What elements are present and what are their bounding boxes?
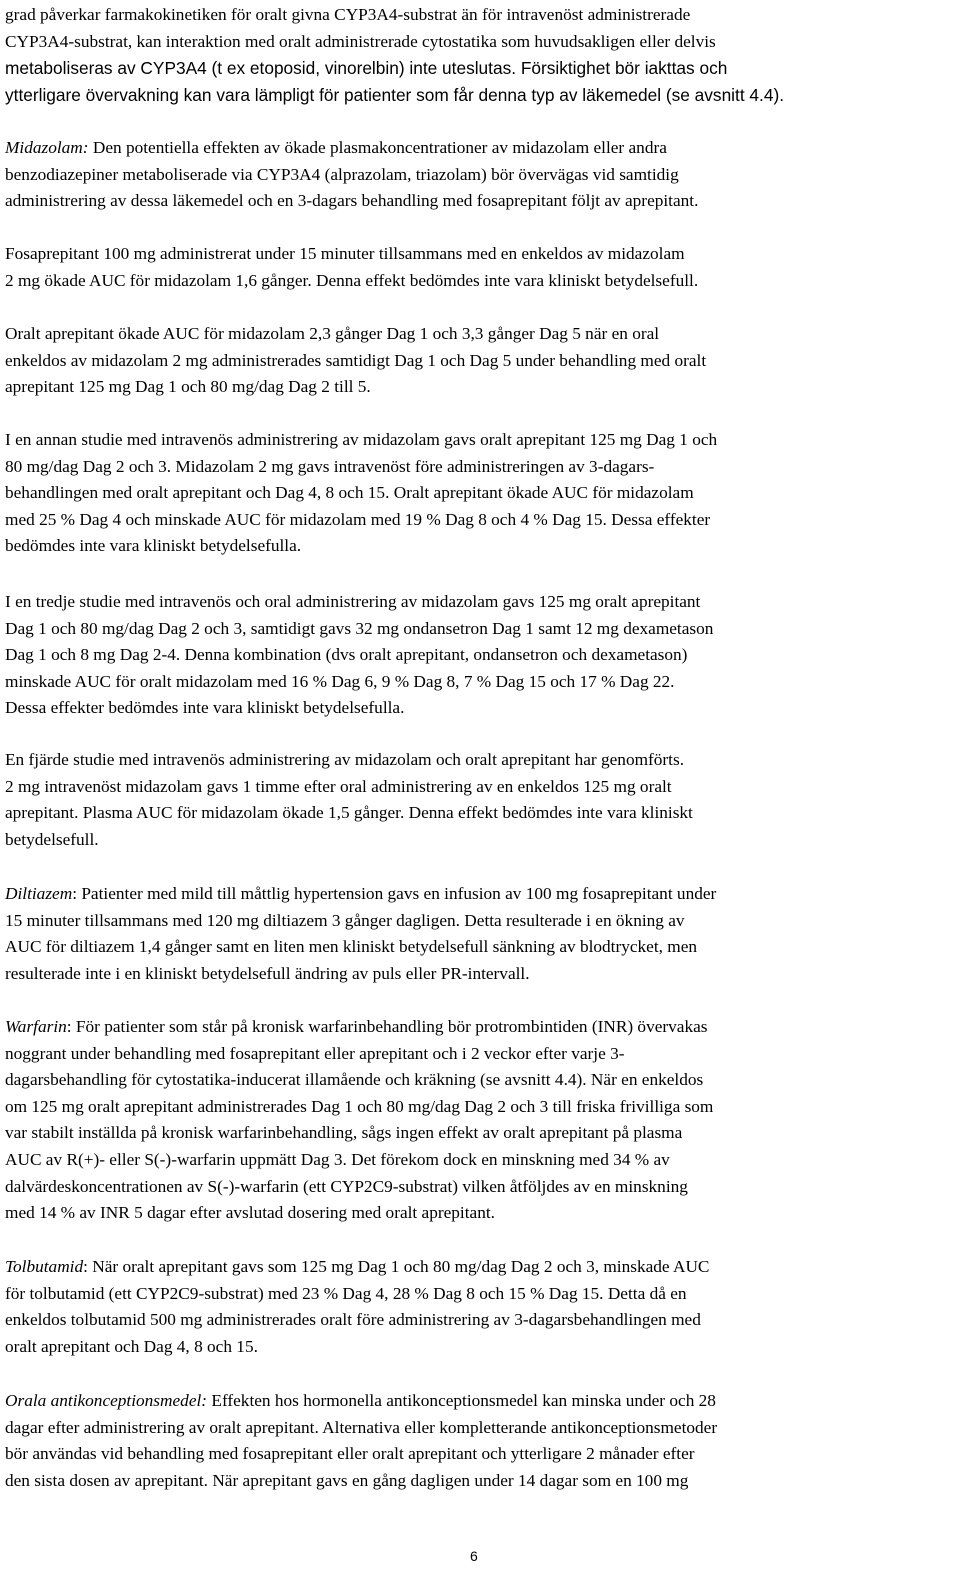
paragraph-oral-aprepitant: [5, 321, 706, 401]
text-fragment: Den potentiella effekten av ökade plasmakoncentrationer av midazolam eller andra: [88, 138, 667, 157]
text-fragment: : För patienter som står på kronisk warfarinbehandling bör protrombintiden (INR) övervakas: [66, 1017, 708, 1036]
text-line: noggrant under behandling med fosaprepitant eller aprepitant och i 2 veckor efter varje 3-: [5, 1043, 625, 1063]
text-line: benzodiazepiner metaboliserade via CYP3A4 (alprazolam, triazolam) bör övervägas vid samtidig: [5, 164, 679, 184]
term-midazolam: Midazolam:: [5, 138, 89, 157]
text-line: dagar efter administrering av oralt aprepitant. Alternativa eller kompletterande antikonceptionsmetoder: [5, 1417, 718, 1437]
text-line: minskade AUC för oralt midazolam med 16 % Dag 6, 9 % Dag 8, 7 % Dag 15 och 17 % Dag 22.: [5, 671, 675, 691]
paragraph-warfarin: [5, 1014, 713, 1227]
paragraph-intro: [5, 2, 784, 108]
text-line: aprepitant 125 mg Dag 1 och 80 mg/dag Dag 2 till 5.: [5, 377, 371, 397]
text-line: dagarsbehandling för cytostatika-inducerat illamående och kräkning (se avsnitt 4.4). När en enkeldos: [5, 1070, 704, 1090]
text-line: den sista dosen av aprepitant. När aprepitant gavs en gång dagligen under 14 dagar som en 100 mg: [5, 1470, 689, 1490]
text-line: ytterligare övervakning kan vara lämpligt för patienter som får denna typ av läkemedel (se avsnitt 4.4).: [5, 84, 784, 105]
paragraph-tolbutamid: [5, 1254, 709, 1360]
paragraph-third-study: [5, 589, 713, 722]
text-line: I en tredje studie med intravenös och oral administrering av midazolam gavs 125 mg oralt aprepitant: [5, 592, 701, 611]
term-warfarin: Warfarin: [5, 1017, 67, 1036]
text-line: I en annan studie med intravenös administrering av midazolam gavs oralt aprepitant 125 mg Dag 1 och: [5, 430, 718, 449]
paragraph-oral-contraceptives: [5, 1388, 717, 1494]
text-line: administrering av dessa läkemedel och en 3-dagars behandling med fosaprepitant följt av aprepitant.: [5, 191, 699, 211]
paragraph-fourth-study: [5, 747, 693, 853]
text-line: Fosaprepitant 100 mg administrerat under 15 minuter tillsammans med en enkeldos av midazolam: [5, 244, 685, 263]
text-line: enkeldos tolbutamid 500 mg administrerades oralt före administrering av 3-dagarsbehandlingen med: [5, 1310, 701, 1330]
text-line: Dag 1 och 80 mg/dag Dag 2 och 3, samtidigt gavs 32 mg ondansetron Dag 1 samt 12 mg dexametason: [5, 618, 714, 638]
text-line: oralt aprepitant och Dag 4, 8 och 15.: [5, 1336, 258, 1356]
text-line: [5, 1254, 709, 1281]
paragraph-midazolam: [5, 135, 698, 215]
text-line: bör användas vid behandling med fosaprepitant eller oralt aprepitant och ytterligare 2 månader efter: [5, 1444, 695, 1464]
paragraph-fosaprepitant-midazolam: [5, 241, 698, 294]
text-line: Oralt aprepitant ökade AUC för midazolam 2,3 gånger Dag 1 och 3,3 gånger Dag 5 när en oral: [5, 324, 660, 343]
text-line: betydelsefull.: [5, 829, 99, 849]
text-line: [5, 1388, 717, 1415]
text-line: med 14 % av INR 5 dagar efter avslutad dosering med oralt aprepitant.: [5, 1203, 495, 1223]
text-line: var stabilt inställda på kronisk warfarinbehandling, sågs ingen effekt av oralt aprepitant på plasma: [5, 1123, 683, 1143]
text-line: grad påverkar farmakokinetiken för oralt givna CYP3A4-substrat än för intravenöst administrerade: [5, 5, 691, 24]
text-line: [5, 881, 716, 908]
text-line: 2 mg ökade AUC för midazolam 1,6 gånger. Denna effekt bedömdes inte vara kliniskt betydelsefull.: [5, 270, 699, 290]
text-line: aprepitant. Plasma AUC för midazolam ökade 1,5 gånger. Denna effekt bedömdes inte vara kliniskt: [5, 803, 693, 823]
text-line: med 25 % Dag 4 och minskade AUC för midazolam med 19 % Dag 8 och 4 % Dag 15. Dessa effekter: [5, 509, 711, 529]
text-line: för tolbutamid (ett CYP2C9-substrat) med 23 % Dag 4, 28 % Dag 8 och 15 % Dag 15. Detta då en: [5, 1283, 687, 1303]
text-line: om 125 mg oralt aprepitant administrerades Dag 1 och 80 mg/dag Dag 2 och 3 till friska frivilliga som: [5, 1096, 714, 1116]
text-line: AUC för diltiazem 1,4 gånger samt en liten men kliniskt betydelsefull sänkning av blodtrycket, men: [5, 937, 698, 957]
term-diltiazem: Diltiazem: [5, 884, 73, 903]
text-line: metaboliseras av CYP3A4 (t ex etoposid, vinorelbin) inte uteslutas. Försiktighet bör iakttas och: [5, 58, 728, 79]
text-line: bedömdes inte vara kliniskt betydelsefulla.: [5, 536, 302, 556]
text-line: AUC av R(+)- eller S(-)-warfarin uppmätt Dag 3. Det förekom dock en minskning med 34 % av: [5, 1149, 670, 1169]
text-line: [5, 1014, 713, 1041]
text-line: behandlingen med oralt aprepitant och Dag 4, 8 och 15. Oralt aprepitant ökade AUC för midazolam: [5, 483, 694, 503]
term-oral-contraceptives: Orala antikonceptionsmedel:: [5, 1391, 208, 1410]
text-fragment: : När oralt aprepitant gavs som 125 mg Dag 1 och 80 mg/dag Dag 2 och 3, minskade AUC: [83, 1257, 710, 1276]
paragraph-diltiazem: [5, 881, 716, 987]
paragraph-second-study: [5, 427, 717, 560]
text-line: Dag 1 och 8 mg Dag 2-4. Denna kombination (dvs oralt aprepitant, ondansetron och dexametason): [5, 645, 688, 665]
text-line: En fjärde studie med intravenös administrering av midazolam och oralt aprepitant har genomförts.: [5, 750, 685, 769]
text-line: [5, 135, 698, 162]
text-line: 15 minuter tillsammans med 120 mg diltiazem 3 gånger dagligen. Detta resulterade i en ökning av: [5, 910, 685, 930]
text-line: 2 mg intravenöst midazolam gavs 1 timme efter oral administrering av en enkeldos 125 mg oralt: [5, 776, 672, 796]
text-line: CYP3A4-substrat, kan interaktion med oralt administrerade cytostatika som huvudsakligen eller delvis: [5, 31, 716, 51]
text-line: enkeldos av midazolam 2 mg administrerades samtidigt Dag 1 och Dag 5 under behandling med oralt: [5, 350, 707, 370]
page-number: 6: [470, 1548, 478, 1564]
text-line: 80 mg/dag Dag 2 och 3. Midazolam 2 mg gavs intravenöst före administreringen av 3-dagars-: [5, 456, 655, 476]
text-fragment: Effekten hos hormonella antikonceptionsmedel kan minska under och 28: [207, 1391, 716, 1410]
text-line: resulterade inte i en kliniskt betydelsefull ändring av puls eller PR-intervall.: [5, 963, 530, 983]
term-tolbutamid: Tolbutamid: [5, 1257, 84, 1276]
text-line: dalvärdeskoncentrationen av S(-)-warfarin (ett CYP2C9-substrat) vilken åtföljdes av en minskning: [5, 1176, 688, 1196]
text-fragment: : Patienter med mild till måttlig hypertension gavs en infusion av 100 mg fosaprepitant under: [72, 884, 717, 903]
text-line: Dessa effekter bedömdes inte vara kliniskt betydelsefulla.: [5, 698, 405, 718]
